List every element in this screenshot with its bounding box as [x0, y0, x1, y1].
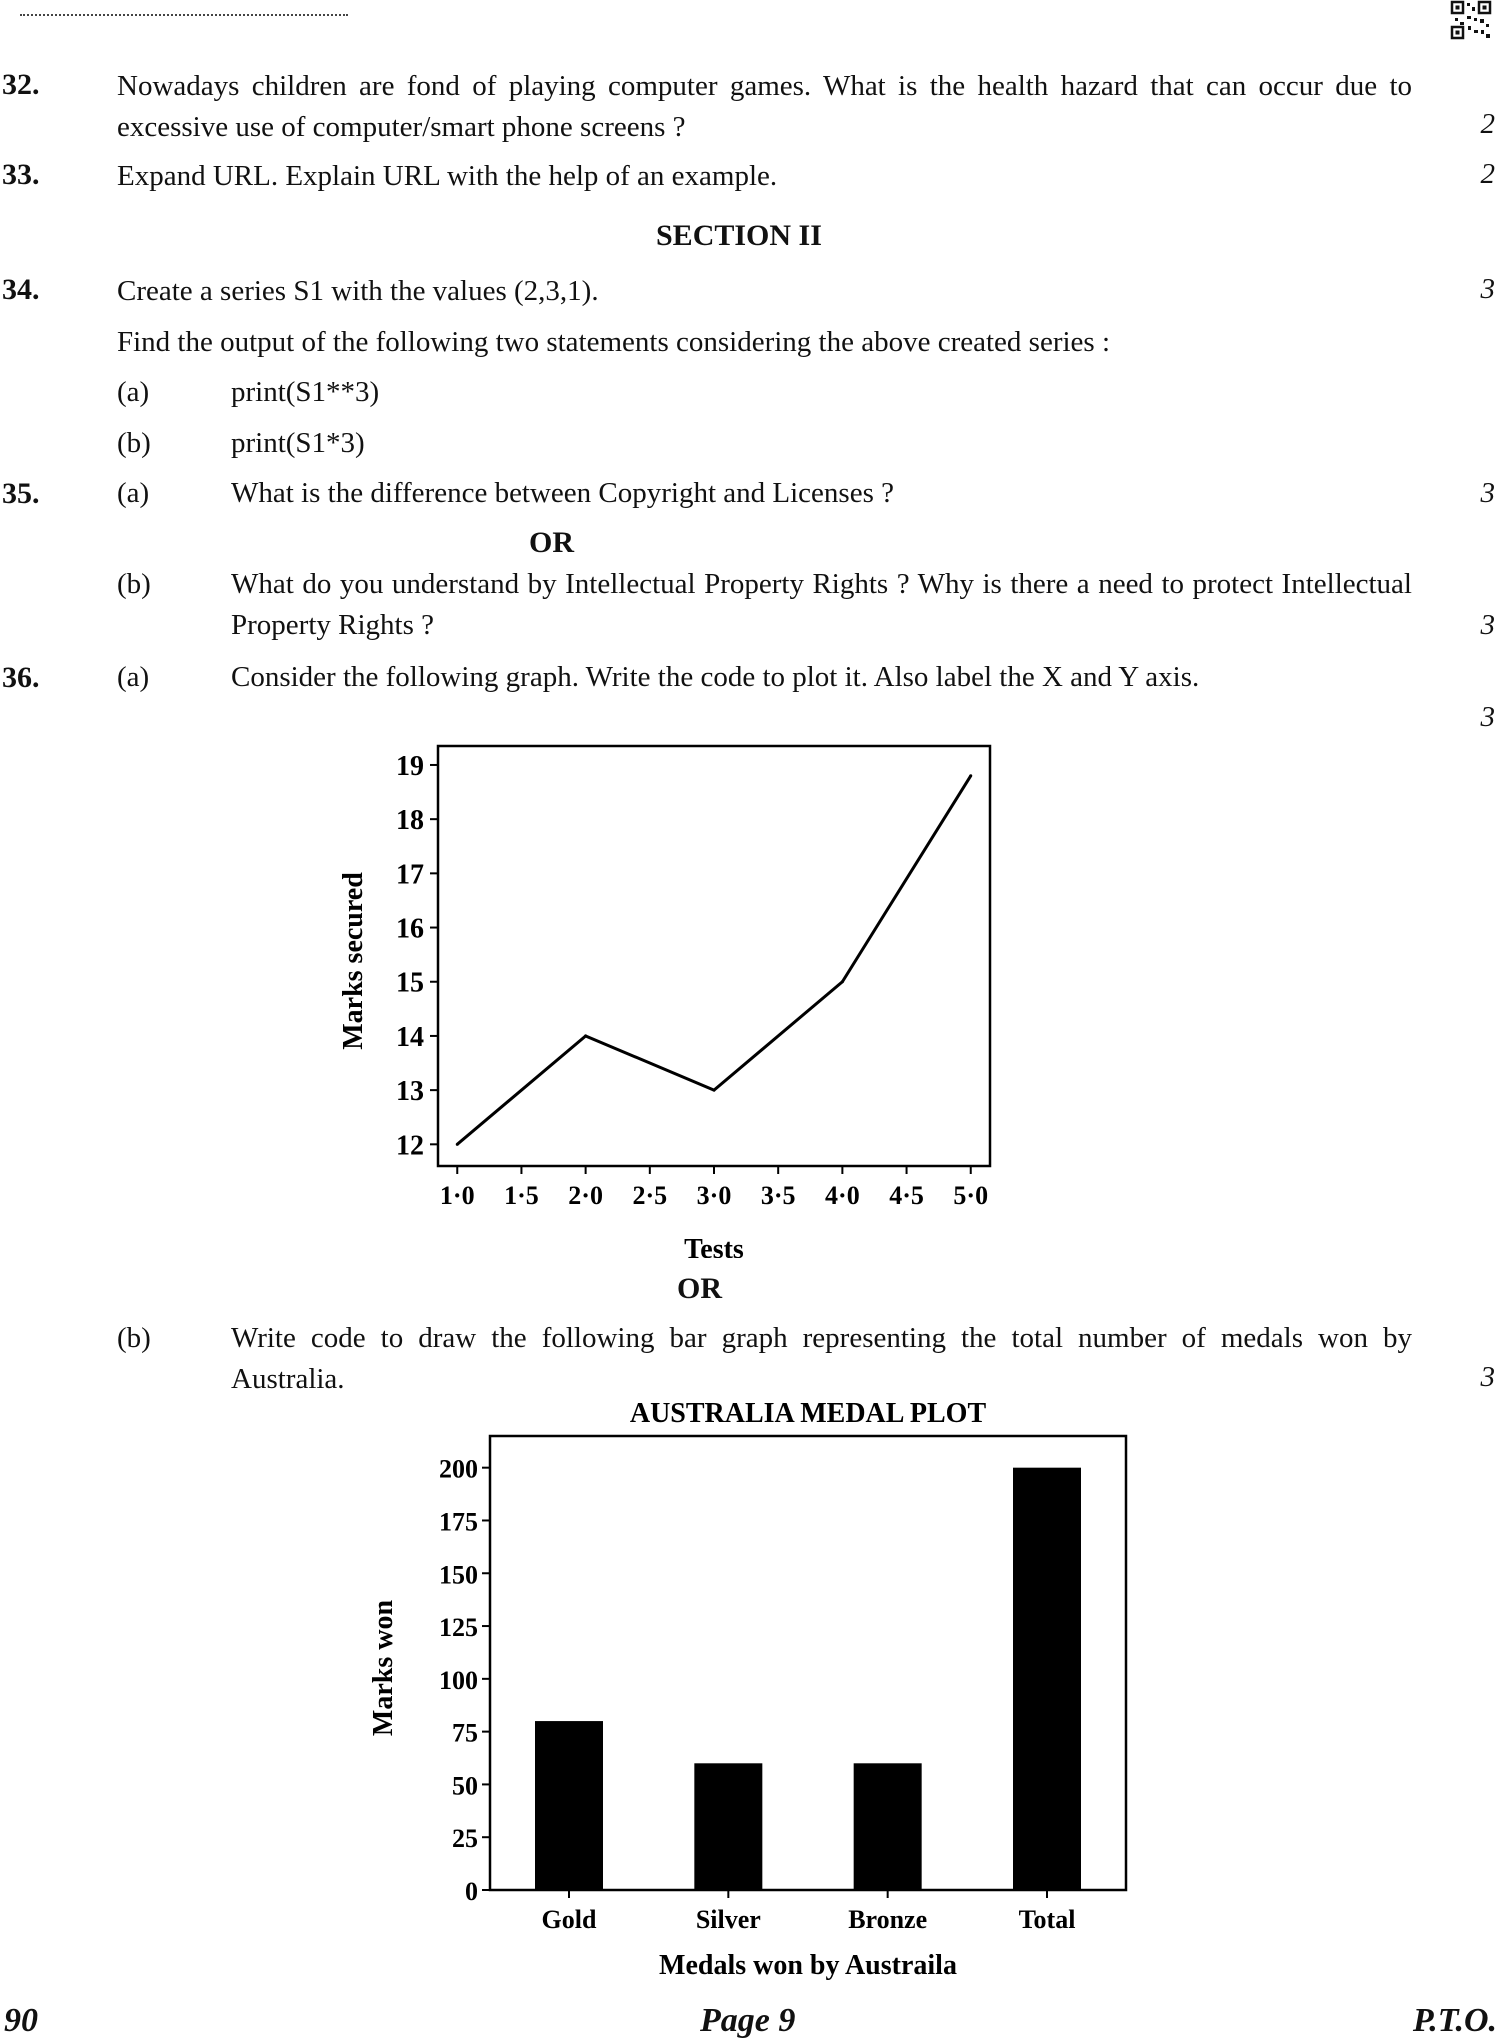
sub-label: (b)	[117, 1322, 151, 1354]
marks-label: 2	[1480, 108, 1495, 140]
x-tick-label: Silver	[695, 1905, 761, 1934]
question-text: What do you understand by Intellectual Property Rights ? Why is there a need to protect Intellectual Property Rights ?	[231, 568, 1412, 641]
x-tick-label: 5·0	[953, 1181, 989, 1210]
question-number: 33.	[2, 158, 40, 191]
sub-label: (b)	[117, 568, 151, 600]
y-tick-label: 17	[396, 859, 424, 891]
marks-label: 3	[1480, 477, 1495, 509]
sub-label: (b)	[117, 427, 151, 459]
y-tick-label: 25	[452, 1824, 478, 1854]
x-tick-label: 2·0	[568, 1181, 603, 1210]
x-tick-label: 1·0	[439, 1181, 475, 1210]
sub-label: (a)	[117, 376, 150, 408]
bar-gold	[535, 1721, 603, 1890]
x-tick-label: 4·0	[825, 1181, 860, 1210]
y-tick-label: 16	[396, 913, 424, 945]
x-tick-label: 3·0	[696, 1181, 732, 1210]
x-axis-label: Tests	[684, 1234, 744, 1258]
y-tick-label: 15	[396, 967, 424, 999]
marks-label: 3	[1480, 273, 1495, 305]
y-tick-label: 0	[465, 1877, 478, 1906]
data-point	[713, 1089, 716, 1092]
bar-silver	[694, 1763, 762, 1890]
y-tick-label: 175	[439, 1507, 478, 1537]
x-tick-label: 4·5	[889, 1181, 924, 1210]
code-statement: print(S1**3)	[231, 376, 380, 408]
marks-label: 3	[1480, 609, 1495, 641]
y-tick-label: 18	[396, 805, 424, 837]
y-axis-label: Marks won	[368, 1599, 399, 1737]
question-text: Create a series S1 with the values (2,3,1).	[117, 275, 599, 307]
sub-label: (a)	[117, 661, 150, 693]
question-text: Consider the following graph. Write the code to plot it. Also label the X and Y axis.	[231, 661, 1200, 693]
qr-code-icon	[1450, 0, 1492, 40]
marks-label: 2	[1480, 158, 1495, 190]
y-tick-label: 19	[396, 750, 424, 782]
bar-bronze	[854, 1763, 922, 1890]
data-point	[456, 1143, 459, 1146]
question-instruction: Find the output of the following two statements considering the above created series :	[117, 326, 1111, 358]
footer-pto: P.T.O.	[1412, 2002, 1497, 2039]
bar-chart	[360, 1392, 1150, 1982]
bar-total	[1013, 1468, 1081, 1890]
line-chart	[330, 738, 1030, 1258]
top-rule	[20, 14, 348, 16]
chart-title: AUSTRALIA MEDAL PLOT	[629, 1398, 987, 1429]
footer-page: Page 9	[700, 2002, 796, 2039]
data-point	[841, 980, 844, 983]
question-text: Nowadays children are fond of playing computer games. What is the health hazard that can occur due to excessive use of computer/smart phone screens ?	[117, 70, 1412, 143]
question-number: 36.	[2, 661, 40, 694]
footer-code: 90	[4, 2002, 38, 2039]
x-tick-label: 1·5	[504, 1181, 539, 1210]
y-tick-label: 150	[439, 1560, 478, 1590]
question-text: Expand URL. Explain URL with the help of an example.	[117, 160, 778, 192]
y-tick-label: 50	[452, 1771, 478, 1801]
y-tick-label: 13	[396, 1076, 424, 1108]
marks-label: 3	[1480, 701, 1495, 733]
data-point	[969, 774, 972, 777]
y-tick-label: 75	[452, 1718, 478, 1748]
data-point	[584, 1034, 587, 1037]
x-tick-label: Gold	[541, 1905, 597, 1934]
question-number: 32.	[2, 68, 40, 101]
y-tick-label: 14	[396, 1021, 424, 1053]
code-statement: print(S1*3)	[231, 427, 365, 459]
y-axis-label: Marks secured	[338, 872, 369, 1050]
y-tick-label: 100	[439, 1665, 478, 1695]
x-axis-label: Medals won by Austraila	[659, 1950, 957, 1981]
or-divider: OR	[677, 1272, 722, 1305]
x-tick-label: Bronze	[848, 1905, 928, 1934]
or-divider: OR	[529, 526, 574, 559]
x-tick-label: 3·5	[760, 1181, 796, 1210]
question-text: What is the difference between Copyright and Licenses ?	[231, 477, 894, 509]
question-number: 35.	[2, 477, 40, 510]
question-number: 34.	[2, 273, 40, 306]
x-tick-label: 2·5	[632, 1181, 668, 1210]
question-text: Write code to draw the following bar graph representing the total number of medals won by Australia.	[231, 1322, 1412, 1395]
sub-label: (a)	[117, 477, 150, 509]
x-tick-label: Total	[1018, 1905, 1076, 1934]
y-tick-label: 12	[396, 1130, 424, 1162]
section-heading: SECTION II	[656, 219, 822, 252]
y-tick-label: 125	[439, 1613, 478, 1643]
y-tick-label: 200	[439, 1454, 478, 1484]
marks-label: 3	[1480, 1361, 1495, 1393]
plot-frame	[438, 746, 990, 1166]
